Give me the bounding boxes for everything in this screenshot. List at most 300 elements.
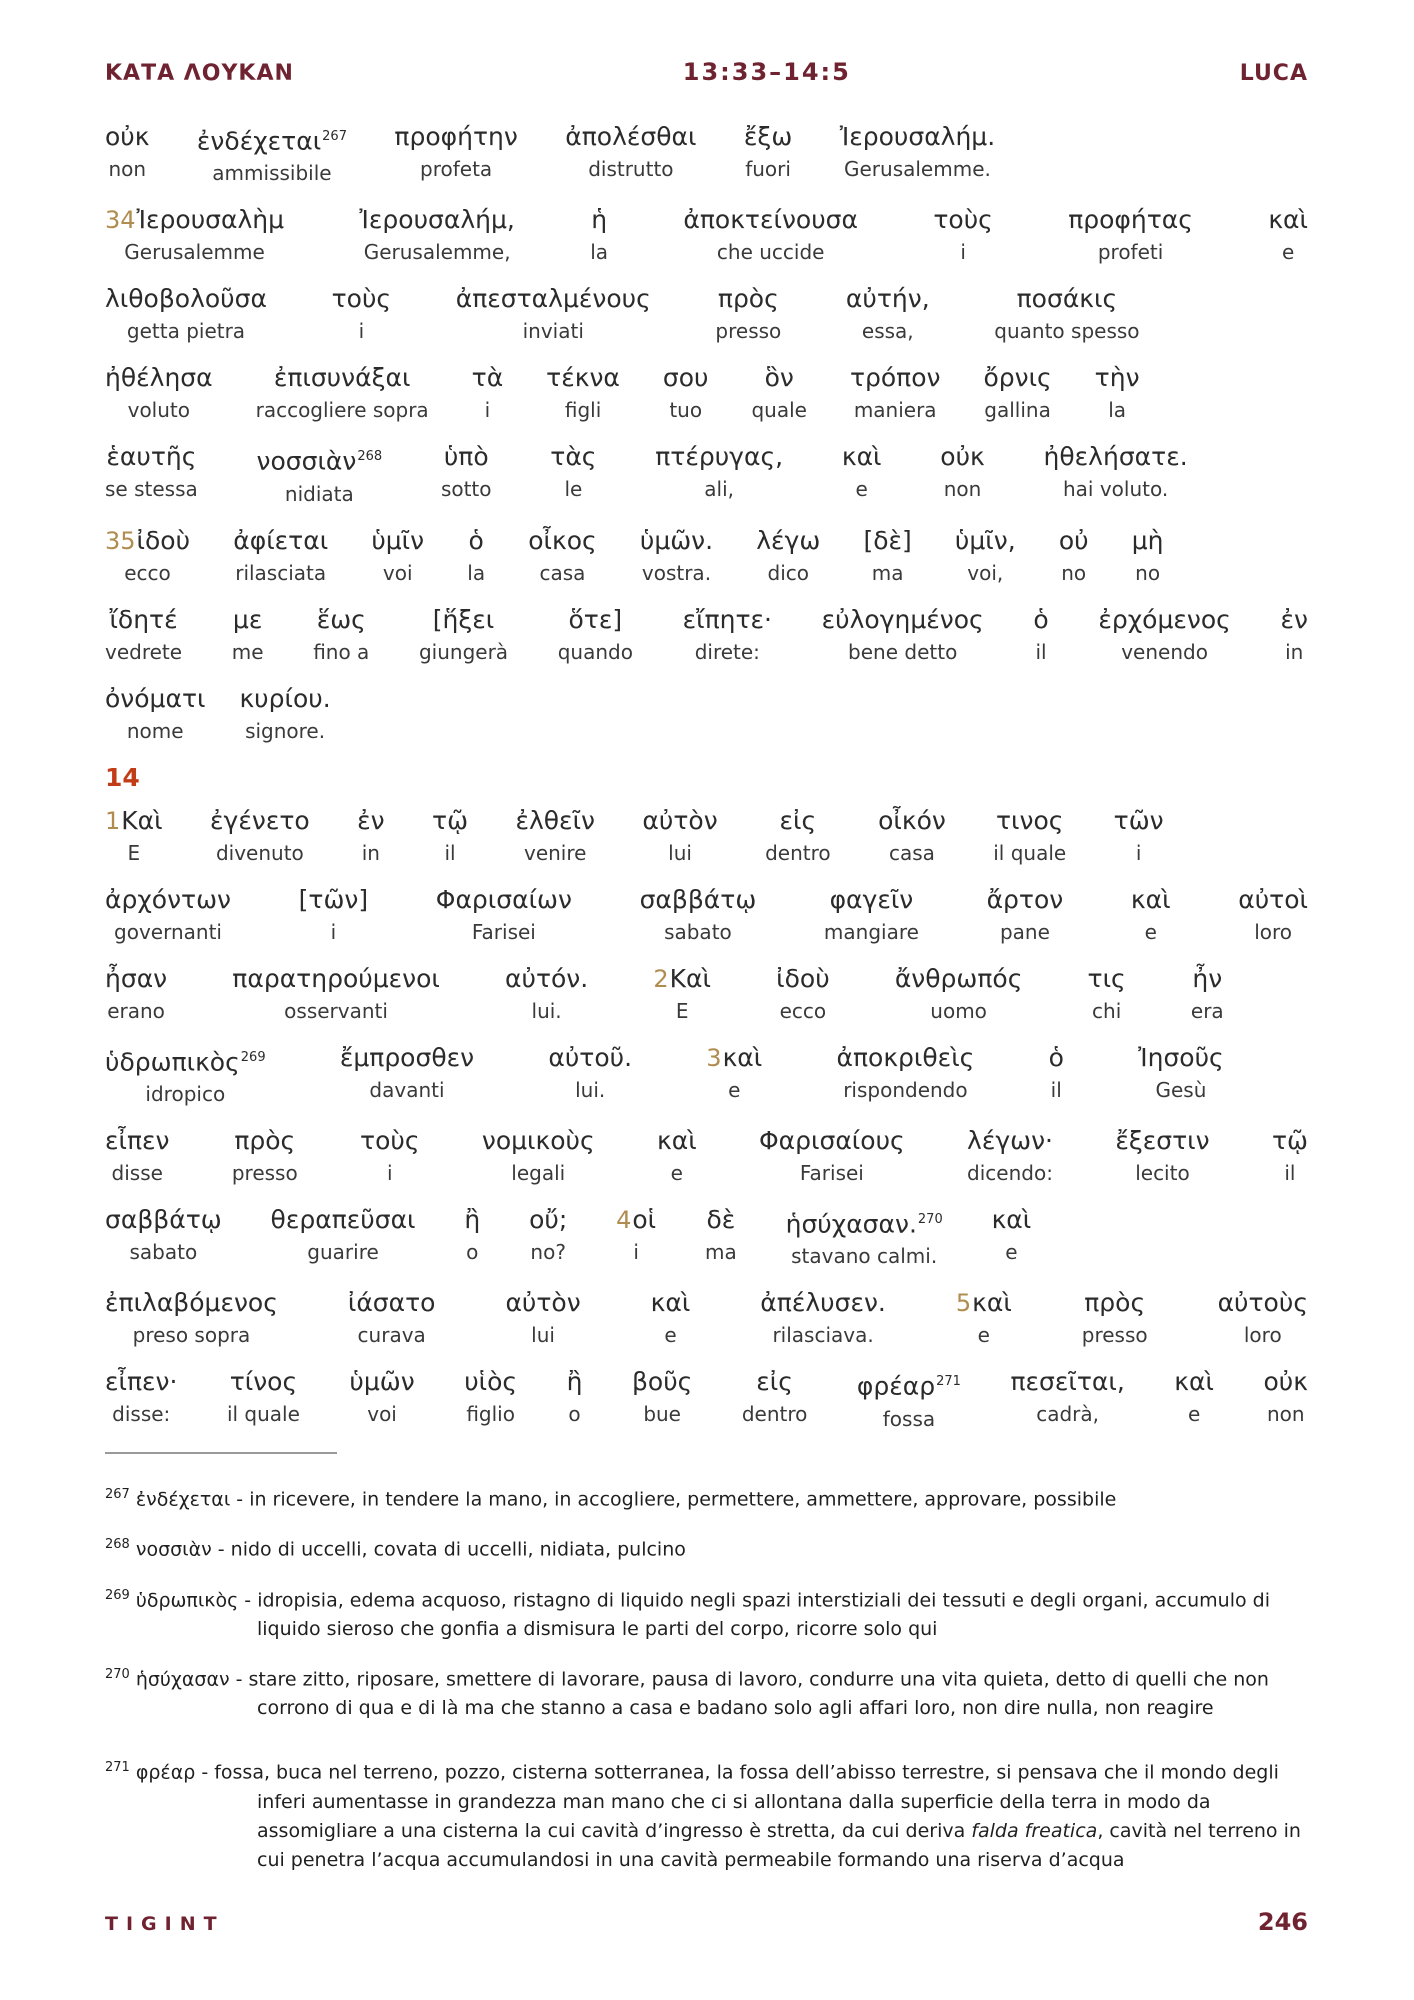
page-footer [105,1908,1308,1936]
word-pair [546,363,620,422]
word-pair [590,205,608,264]
gloss-word: osservanti [284,998,388,1023]
word-pair [1095,363,1140,422]
greek-word: θεραπεῦσαι [270,1204,416,1234]
gloss-word: i [1135,840,1142,865]
interlinear-line [105,1205,1031,1268]
gloss-word: getta pietra [126,319,246,344]
greek-word: εἶπεν [105,1125,170,1155]
word-pair [1174,1367,1214,1430]
word-pair [1138,1043,1224,1106]
greek-word: καὶ [1130,884,1171,914]
word-pair [663,363,709,422]
gloss-word: profeta [420,157,493,181]
gloss-word: disse: [112,1402,171,1427]
footnote-list [105,1480,1308,1875]
gloss-word: voluto [127,398,190,423]
word-pair [1088,964,1126,1023]
gloss-word: pane [999,919,1050,944]
word-pair [105,442,198,505]
word-pair [567,1367,583,1430]
word-pair [419,605,508,664]
word-pair [967,1126,1053,1185]
gloss-word: voi, [967,560,1004,585]
word-pair [987,885,1064,944]
greek-word: ἢ [566,1367,583,1397]
word-pair [1082,1288,1148,1347]
gloss-word: i [960,240,966,265]
word-pair [359,205,514,264]
word-pair [955,526,1016,585]
greek-word: καὶ [991,1204,1032,1234]
gloss-word: il [1284,1160,1296,1185]
greek-word: ἀπεσταλμένους [455,284,651,314]
greek-word: ὑπὸ [443,442,489,472]
word-pair [1218,1288,1308,1347]
page-header [105,58,1308,86]
word-pair [505,964,588,1023]
greek-word: πρὸς [1084,1288,1146,1318]
greek-word: ποσάκις [1016,284,1118,314]
word-pair [1059,526,1089,585]
interlinear-line [105,1367,1308,1430]
gloss-word: inviati [522,319,584,344]
word-pair [105,1043,266,1106]
header-book-title-latin: LUCA [1239,61,1308,86]
word-pair [840,122,995,185]
word-pair [394,122,517,185]
greek-word: ὀνόματι [105,683,206,713]
word-pair [299,885,368,944]
gloss-word: non [108,157,147,181]
gloss-word: e [977,1323,990,1348]
word-pair [705,1205,737,1268]
footnote-number: 267 [105,1487,130,1502]
gloss-word: idropico [145,1081,226,1106]
word-pair [878,806,946,865]
word-pair [210,806,310,865]
greek-word: ὑμῖν, [954,525,1016,555]
gloss-word: e [664,1323,677,1348]
verse-number: 1 [105,806,121,835]
greek-word: ἐπιλαβόμενος [105,1288,278,1318]
gloss-word: nidiata [284,481,354,506]
greek-word: οἶκος [528,525,597,555]
gloss-word: bue [643,1402,681,1427]
word-pair [657,1126,697,1185]
greek-word: εἶπεν· [105,1367,178,1397]
gloss-word: chi [1092,998,1122,1023]
gloss-word: legali [511,1160,566,1185]
word-pair [1280,605,1307,664]
greek-word: ἀποκτείνουσα [683,205,859,235]
greek-word: καὶ [656,1125,697,1155]
word-pair [1272,1126,1308,1185]
greek-word: προφήτην [394,122,518,151]
greek-word: 2Καὶ [653,963,711,993]
greek-word: ἐλθεῖν [515,805,595,835]
greek-word: αὐτόν. [505,963,589,993]
greek-word: ἐν [357,805,385,835]
gloss-word: Gerusalemme [124,240,265,265]
greek-word: ἑαυτῆς [106,442,197,472]
word-pair [1132,526,1164,585]
word-pair [993,806,1066,865]
footnote-ref: 271 [936,1374,961,1390]
greek-word: [ἥξει [432,604,495,634]
word-pair [105,1367,177,1430]
greek-word: λέγων· [967,1125,1053,1155]
word-pair [751,363,807,422]
gloss-word: il [444,840,456,865]
gloss-word: ma [871,560,904,585]
verse-number: 2 [653,964,669,993]
gloss-word: e [1282,240,1295,265]
verse-number: 34 [105,206,136,235]
gloss-word: il quale [226,1402,300,1427]
word-pair [472,363,504,422]
gloss-word: Gerusalemme. [844,157,991,181]
greek-word: Ἰερουσαλήμ. [839,122,996,151]
gloss-word: Gesù [1155,1077,1207,1102]
gloss-word: presso [715,319,782,344]
word-pair [653,964,711,1023]
gloss-word: ali, [704,477,735,502]
gloss-word: ecco [124,560,171,585]
word-pair [464,1367,517,1430]
word-pair [256,363,429,422]
interlinear-line [105,442,1188,505]
gloss-word: che uccide [716,240,825,265]
word-pair [683,205,858,264]
interlinear-line [105,526,1164,585]
verse-number: 35 [105,526,136,555]
gloss-word: e [855,477,868,502]
greek-word: ἦσαν [105,963,168,993]
gloss-word: il [1050,1077,1062,1102]
greek-word: ἡσύχασαν.$^{270}$ [785,1209,943,1239]
word-pair [857,1367,961,1430]
gloss-word: dico [767,560,809,585]
gloss-word: e [1005,1239,1018,1264]
word-pair [349,1367,414,1430]
footnote-term: ἡσύχασαν [135,1668,230,1691]
word-pair [642,806,717,865]
word-pair [105,806,163,865]
greek-word: Φαρισαίων [435,884,572,914]
gloss-word: i [330,919,337,944]
gloss-word: loro [1254,919,1292,944]
footnotes-section [105,1452,1308,1891]
greek-word: ἔμπροσθεν [339,1042,475,1072]
word-pair [257,442,383,505]
greek-word: 34Ἰερουσαλὴμ [105,205,285,235]
gloss-word: e [728,1077,741,1102]
word-pair [357,806,384,865]
gloss-word: me [231,639,264,664]
gloss-word: e [1187,1402,1201,1427]
gloss-word: nome [126,718,184,743]
gloss-word: Farisei [799,1160,864,1185]
greek-word: πεσεῖται, [1010,1367,1125,1397]
gloss-word: bene detto [848,639,958,664]
greek-word: οἶκόν [878,805,946,835]
greek-word: ἐρχόμενος [1098,604,1231,634]
footnote-term: νοσσιὰν [135,1538,212,1561]
interlinear-line [105,1126,1308,1185]
gloss-word: fossa [882,1406,936,1431]
gloss-word: dentro [741,1402,808,1427]
greek-word: φρέαρ$^{271}$ [856,1371,961,1401]
gloss-word: gallina [984,398,1051,423]
footnote-italic-phrase: falda freatica [971,1819,1098,1842]
gloss-word: E [675,998,689,1023]
gloss-word: lui. [531,998,562,1023]
gloss-word: cadrà, [1036,1402,1100,1427]
word-pair [756,526,820,585]
word-pair [1049,1043,1064,1106]
greek-word: εὐλογημένος [821,604,984,634]
interlinear-line [105,122,995,185]
word-pair [371,526,424,585]
greek-word: μὴ [1131,525,1164,555]
gloss-word: giungerà [418,639,509,664]
interlinear-line [105,1288,1308,1347]
word-pair [105,526,190,585]
greek-word: αὐτὸν [642,805,718,835]
word-pair [232,964,440,1023]
gloss-word: davanti [369,1077,445,1102]
gloss-word: maniera [853,398,937,423]
interlinear-line [105,964,1224,1023]
gloss-word: quale [751,398,807,423]
word-pair [765,806,831,865]
word-pair [822,605,984,664]
greek-word: πρὸς [234,1125,296,1155]
gloss-word: la [590,240,609,265]
greek-word: ἦν [1192,963,1223,993]
word-pair [1098,605,1230,664]
greek-word: ἄρτον [986,884,1064,914]
gloss-word: sabato [129,1239,198,1264]
gloss-word: il [1035,639,1047,664]
word-pair [105,284,267,343]
greek-word: δὲ [706,1204,736,1234]
greek-word: τὴν [1094,363,1140,393]
word-pair [233,526,328,585]
gloss-word: la [467,560,486,585]
greek-word: [τῶν] [298,884,369,914]
gloss-word: hai voluto. [1062,477,1169,502]
greek-word: τέκνα [546,363,620,393]
verse-number: 4 [616,1205,632,1234]
greek-word: ὁ [468,525,484,555]
footnote-term: ἐνδέχεται [135,1488,231,1511]
gloss-word: o [466,1239,479,1264]
gloss-word: dentro [765,840,831,865]
greek-word: τῷ [432,805,469,835]
greek-word: εἰς [756,1367,793,1397]
gloss-word: no [1061,560,1087,585]
greek-word: λέγω [756,525,821,555]
gloss-word: lui [668,840,692,865]
greek-word: ἰάσατο [347,1288,436,1318]
footnote-separator-rule [105,1452,337,1454]
word-pair [239,684,330,743]
greek-word: ὅτε] [568,604,623,634]
gloss-word: E [127,840,141,865]
word-pair [895,964,1023,1023]
word-pair [529,1205,567,1268]
interlinear-line [105,605,1308,664]
greek-word: ὑμῶν [349,1367,415,1397]
gloss-word: preso sopra [132,1323,251,1348]
word-pair [651,1288,691,1347]
greek-word: Φαρισαίους [759,1125,905,1155]
gloss-word: e [1144,919,1157,944]
word-pair [776,964,830,1023]
gloss-word: Farisei [471,919,536,944]
word-pair [105,684,205,743]
word-pair [232,605,264,664]
gloss-word: figlio [466,1402,515,1427]
word-pair [850,363,941,422]
word-pair [558,605,633,664]
word-pair [467,526,485,585]
word-pair [332,284,392,343]
gloss-word: dicendo: [967,1160,1053,1185]
gloss-word: i [484,398,491,423]
word-pair [105,605,182,664]
chapter-number: 14 [105,762,140,792]
word-pair [706,1043,762,1106]
gloss-word: signore. [245,718,326,743]
greek-word: νοσσιὰν$^{268}$ [256,446,383,476]
greek-word: ἀπέλυσεν. [760,1288,886,1318]
word-pair [340,1043,474,1106]
greek-word: αὐτήν, [845,284,930,314]
verse-number: 3 [706,1043,722,1072]
gloss-word: divenuto [215,840,304,865]
word-pair [528,526,596,585]
footer-page-number: 246 [1257,1908,1308,1936]
word-pair [616,1205,656,1268]
greek-word: ἐπισυνάξαι [273,363,411,393]
greek-word: τοὺς [331,284,392,314]
greek-word: πρὸς [717,284,779,314]
word-pair [1263,1367,1308,1430]
greek-word: προφήτας [1068,205,1193,235]
gloss-word: venendo [1121,639,1208,664]
gloss-word: rilasciava. [772,1323,874,1348]
gloss-word: non [1266,1402,1305,1427]
greek-word: καὶ [1268,205,1308,235]
footnote: $^{271}$ φρέαρ - fossa, buca nel terreno, pozzo, cisterna sotterranea, la fossa dell’abisso terrestre, si pensava che il mondo degli inferi aumentasse in grandezza man mano che ci si allontana dalla superficie della terra in modo da assomigliare a una cisterna la cui cavità d’ingresso è stretta, da cui deriva falda freatica, cavità nel terreno in cui penetra l’acqua accumulandosi in una cavità permeabile formando una riserva d’acqua [105,1760,1301,1871]
greek-word: 5καὶ [955,1288,1012,1318]
footnote: $^{270}$ ἡσύχασαν - stare zitto, riposare, smettere di lavorare, pausa di lavoro, condurre una vita quieta, detto di quelli che non corrono di qua e di là ma che stanno a casa e badano solo agli affari loro, non dire nulla, non reagire [105,1666,1269,1720]
gloss-word: era [1190,998,1224,1023]
footer-brand: TIGINT [105,1913,225,1935]
word-pair [227,1367,300,1430]
greek-word: ἄνθρωπός [894,963,1023,993]
word-pair [436,885,572,944]
interlinear-text-body [105,122,1308,1431]
greek-word: ὑμῖν [371,525,425,555]
word-pair [1115,1126,1209,1185]
greek-word: εἰς [779,805,817,835]
greek-word: ἴδητέ [109,604,178,634]
word-pair [105,885,231,944]
greek-word: ὁ [1033,604,1049,634]
gloss-word: stavano calmi. [791,1244,938,1269]
greek-word: 1Καὶ [105,805,163,835]
interlinear-line [105,284,1140,343]
gloss-word: mangiare [823,919,919,944]
gloss-word: lui. [575,1077,606,1102]
gloss-word: lui [531,1323,555,1348]
footnote: $^{269}$ ὑδρωπικὸς - idropisia, edema acquoso, ristagno di liquido negli spazi interstiziali dei tessuti e degli organi, accumulo di liquido sieroso che gonfia a dismisura le parti del corpo, ricorre solo qui [105,1587,1270,1640]
gloss-word: presso [231,1160,298,1185]
word-pair [994,284,1139,343]
gloss-word: guarire [307,1239,379,1264]
greek-word: ἀπολέσθαι [565,122,697,151]
word-pair [846,284,930,343]
gloss-word: vostra. [641,560,712,585]
word-pair [983,363,1051,422]
greek-word: σου [662,363,709,393]
word-pair [744,122,792,185]
footnote-number: 270 [105,1666,130,1682]
greek-word: αὐτὸν [505,1288,581,1318]
word-pair [824,885,919,944]
gloss-word: disse [111,1160,163,1185]
greek-word: ἐν [1280,604,1308,634]
word-pair [505,1288,580,1347]
gloss-word: sabato [664,919,732,944]
word-pair [786,1205,943,1268]
greek-word: υἱὸς [464,1367,518,1397]
word-pair [640,885,757,944]
gloss-word: lecito [1135,1160,1190,1185]
gloss-word: uomo [930,998,987,1023]
greek-word: ὃν [764,363,794,393]
gloss-word: casa [888,840,935,865]
gloss-word: vedrete [105,639,183,664]
greek-word: ἀρχόντων [105,884,232,914]
word-pair [197,122,347,185]
greek-word: τοὺς [933,205,993,235]
word-pair [348,1288,436,1347]
greek-word: με [232,604,263,634]
word-pair [1238,885,1308,944]
word-pair [933,205,993,264]
interlinear-line [105,684,1308,743]
word-pair [1191,964,1224,1023]
word-pair [105,363,213,422]
header-passage-range: 13:33–14:5 [682,58,851,86]
footnote-ref: 270 [917,1211,943,1227]
greek-word: τῶν [1113,805,1164,835]
interlinear-line [105,1043,1224,1106]
gloss-word: voi [367,1402,397,1427]
greek-word: καὶ [841,442,882,472]
greek-word: λιθοβολοῦσα [105,284,267,314]
word-pair [515,806,595,865]
greek-word: νομικοὺς [481,1125,595,1155]
word-pair [464,1205,480,1268]
gloss-word: ammissibile [212,161,332,186]
greek-word: τινος [996,805,1064,835]
